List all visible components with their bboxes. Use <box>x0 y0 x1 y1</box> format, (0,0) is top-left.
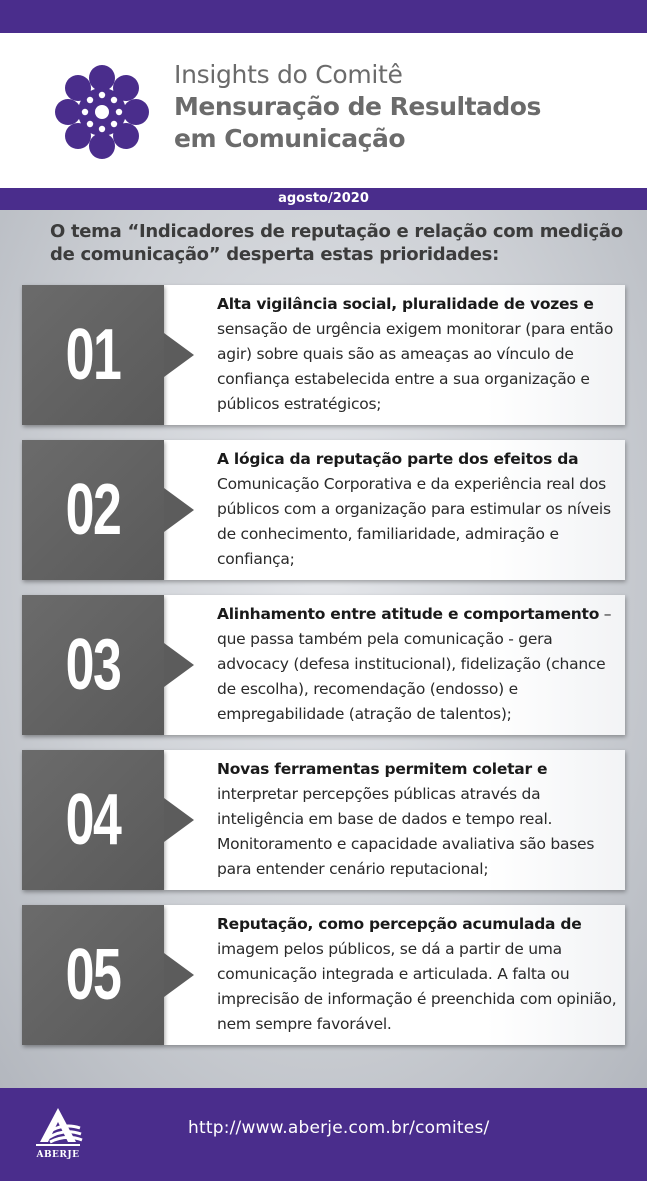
item-bold-text: Alinhamento entre atitude e comportamento <box>217 605 600 623</box>
item-body-text: interpretar percepções públicas através da inteligência em base de dados e tempo real. Monitoramento e capacidade avaliativa são bases para entender cenário reputacional; <box>217 785 595 878</box>
item-body-text: – que passa também pela comunicação - gera advocacy (defesa institucional), fidelização (chance de escolha), recomendação (endosso) e empregabilidade (atração de talentos); <box>217 605 612 723</box>
priority-item-02 <box>22 440 625 580</box>
main-content <box>0 210 647 1088</box>
footer-url-link[interactable]: http://www.aberje.com.br/comites/ <box>188 1118 490 1138</box>
item-text-box <box>164 905 625 1045</box>
footer <box>0 1088 647 1181</box>
item-body-text: Comunicação Corporativa e da experiência real dos públicos com a organização para estimular os níveis de conhecimento, familiaridade, admiração e confiança; <box>217 475 611 568</box>
item-number: 05 <box>65 935 121 1015</box>
intro-text: O tema “Indicadores de reputação e relação com medição de comunicação” desperta estas prioridades: <box>50 221 623 265</box>
arrow-right-icon <box>164 798 194 842</box>
page-title-line2: Mensuração de Resultados <box>174 92 541 121</box>
item-number: 01 <box>65 315 121 395</box>
item-text <box>217 447 622 572</box>
item-number: 04 <box>65 780 121 860</box>
item-number-box <box>22 750 164 890</box>
item-bold-text: Novas ferramentas permitem coletar e <box>217 760 548 778</box>
priority-item-01 <box>22 285 625 425</box>
item-text <box>217 292 622 417</box>
item-text-box <box>164 595 625 735</box>
item-number-box <box>22 905 164 1045</box>
aberje-logo-text: ABERJE <box>36 1150 80 1160</box>
item-bold-text: Alta vigilância social, pluralidade de vozes e <box>217 295 594 313</box>
arrow-right-icon <box>164 643 194 687</box>
page-title-line3: em Comunicação <box>174 124 406 153</box>
item-number: 03 <box>65 625 121 705</box>
priority-item-05 <box>22 905 625 1045</box>
item-text-box <box>164 750 625 890</box>
title-block <box>174 59 541 155</box>
flower-icon <box>50 60 154 164</box>
item-bold-text: Reputação, como percepção acumulada de <box>217 915 582 933</box>
arrow-right-icon <box>164 333 194 377</box>
item-number: 02 <box>65 470 121 550</box>
item-text <box>217 602 622 727</box>
item-text-box <box>164 285 625 425</box>
priority-item-04 <box>22 750 625 890</box>
top-bar <box>0 0 647 33</box>
arrow-right-icon <box>164 488 194 532</box>
item-body-text: imagem pelos públicos, se dá a partir de uma comunicação integrada e articulada. A falta ou imprecisão de informação é preenchida com opinião, nem sempre favorável. <box>217 940 617 1033</box>
item-number-box <box>22 595 164 735</box>
priority-item-03 <box>22 595 625 735</box>
item-number-box <box>22 285 164 425</box>
page-title-line1: Insights do Comitê <box>174 60 403 89</box>
date-bar: agosto/2020 <box>0 188 647 210</box>
item-text-box <box>164 440 625 580</box>
arrow-right-icon <box>164 953 194 997</box>
item-bold-text: A lógica da reputação parte dos efeitos da <box>217 450 579 468</box>
item-number-box <box>22 440 164 580</box>
item-text <box>217 912 622 1037</box>
header <box>0 33 647 188</box>
item-body-text: sensação de urgência exigem monitorar (para então agir) sobre quais são as ameaças ao vínculo de confiança estabelecida entre a sua organização e públicos estratégicos; <box>217 320 614 413</box>
item-text <box>217 757 622 882</box>
